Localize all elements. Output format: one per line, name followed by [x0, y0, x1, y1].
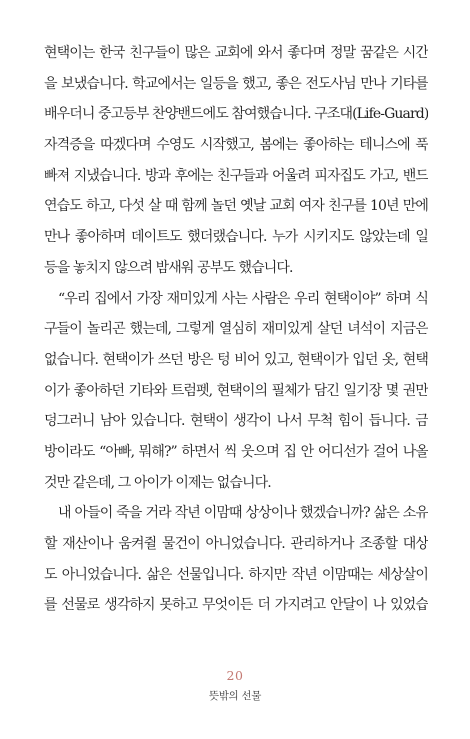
text-line: 것만 같은데, 그 아이가 이제는 없습니다. — [44, 474, 271, 491]
text-line: 자격증을 따겠다며 수영도 시작했고, 봄에는 좋아하는 테니스에 푹 — [44, 137, 428, 154]
paragraph — [44, 284, 428, 499]
text-line: 할 재산이나 움켜쥘 물건이 아니었습니다. 관리하거나 조종할 대상 — [44, 536, 428, 552]
paragraph — [44, 38, 428, 284]
text-line: 를 선물로 생각하지 못하고 무엇이든 더 가지려고 안달이 나 있었습 — [44, 597, 428, 614]
paragraph — [44, 498, 428, 621]
text-line: 구들이 놀리곤 했는데, 그렇게 열심히 재미있게 살던 녀석이 지금은 — [44, 321, 428, 338]
text-line: 현택이는 한국 친구들이 많은 교회에 와서 좋다며 정말 꿈같은 시간 — [44, 45, 428, 61]
page-number: 20 — [226, 668, 244, 683]
text-line: 연습도 하고, 다섯 살 때 함께 놀던 옛날 교회 여자 친구를 10년 만에 — [44, 198, 428, 215]
text-line: 내 아들이 죽을 거라 작년 이맘때 상상이나 했겠습니까? 삶은 소유 — [58, 505, 428, 522]
text-line: 방이라도 “아빠, 뭐해?” 하면서 씩 웃으며 집 안 어디선가 걸어 나올 — [44, 443, 428, 460]
text-line: 배우더니 중고등부 찬양밴드에도 참여했습니다. 구조대(Life-Guard) — [44, 106, 428, 123]
text-line: 이가 좋아하던 기타와 트럼펫, 현택이의 필체가 담긴 일기장 몇 권만 — [44, 382, 428, 399]
text-line: 빠져 지냈습니다. 방과 후에는 친구들과 어울려 피자집도 가고, 밴드 — [44, 167, 428, 184]
text-line: 등을 놓치지 않으려 밤새워 공부도 했습니다. — [44, 259, 293, 276]
text-line: 덩그러니 남아 있습니다. 현택이 생각이 나서 무척 힘이 듭니다. 금 — [44, 413, 428, 430]
text-line: 없습니다. 현택이가 쓰던 방은 텅 비어 있고, 현택이가 입던 옷, 현택 — [44, 351, 428, 368]
text-line: 만나 좋아하며 데이트도 했더랬습니다. 누가 시키지도 않았는데 일 — [44, 229, 428, 246]
body-text — [44, 38, 428, 621]
text-line: 도 아니었습니다. 삶은 선물입니다. 하지만 작년 이맘때는 세상살이 — [44, 566, 428, 583]
text-line: 을 보냈습니다. 학교에서는 일등을 했고, 좋은 전도사님 만나 기타를 — [44, 75, 428, 92]
running-title: 뜻밖의 선물 — [208, 690, 262, 702]
text-line: “우리 집에서 가장 재미있게 사는 사람은 우리 현택이야” 하며 식 — [58, 290, 428, 307]
